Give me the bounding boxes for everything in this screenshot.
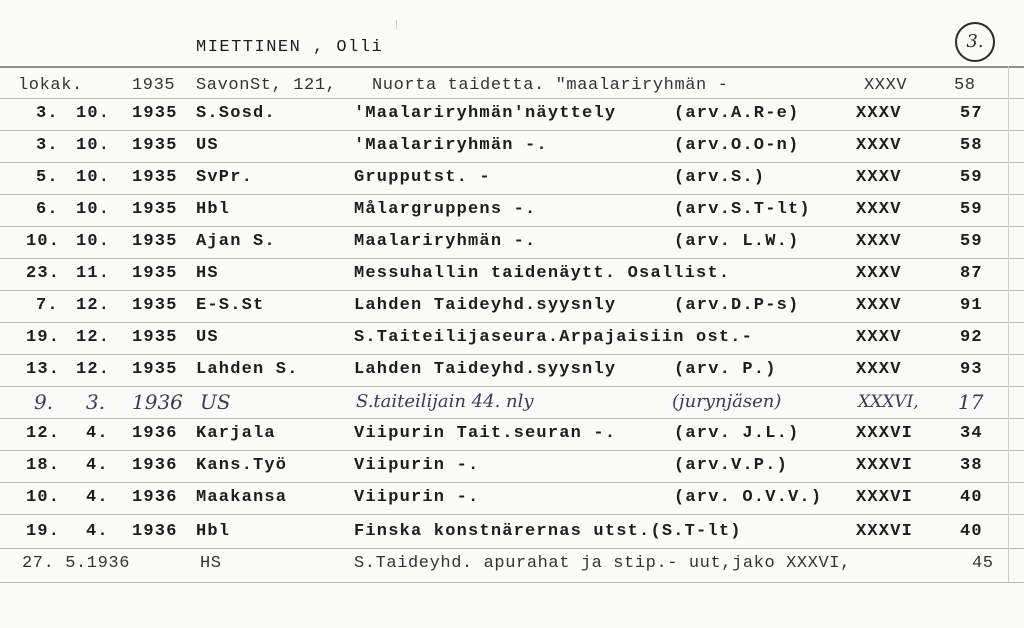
punch-mark: [396, 20, 397, 30]
entry-volume: XXXVI: [856, 424, 914, 443]
entry-volume: XXXV: [856, 136, 902, 155]
card-number-circle: 3.: [955, 22, 995, 62]
entry-day: 19.: [26, 328, 61, 347]
entry-day: 6.: [36, 200, 59, 219]
entry-title: Maalariryhmän -.: [354, 232, 537, 251]
entry-author: (arv.A.R-e): [674, 104, 800, 123]
entry-title: Messuhallin taidenäytt. Osallist.: [354, 264, 731, 283]
entry-author: (arv.S.T-lt): [674, 200, 811, 219]
entry-source: SavonSt, 121,: [196, 76, 337, 95]
entry-volume: XXXV: [864, 76, 908, 95]
entry-volume: XXXV: [856, 232, 902, 251]
entry-date: 27. 5.1936: [22, 554, 131, 573]
entry-month: 4.: [86, 424, 109, 443]
handwritten-entry-row: [0, 392, 1024, 424]
entry-source: US: [196, 136, 219, 155]
entry-row: [0, 72, 1024, 104]
entry-day: 18.: [26, 456, 61, 475]
entry-day: 9.: [34, 390, 54, 414]
entry-page: 38: [960, 456, 983, 475]
entry-page: 58: [960, 136, 983, 155]
entry-source: S.Sosd.: [196, 104, 276, 123]
entry-page: 58: [954, 76, 976, 95]
entry-title: S.Taiteilijaseura.Arpajaisiin ost.-: [354, 328, 754, 347]
entry-page: 59: [960, 232, 983, 251]
entry-year: 1936: [132, 456, 178, 475]
entry-year: 1935: [132, 328, 178, 347]
entry-volume: XXXV: [856, 168, 902, 187]
card-name: MIETTINEN , Olli: [196, 38, 384, 57]
entry-author: (arv.O.O-n): [674, 136, 800, 155]
entry-year: 1936: [132, 488, 178, 507]
entry-row: [0, 424, 1024, 456]
entry-row: [0, 488, 1024, 520]
entry-month: 4.: [86, 522, 109, 541]
entry-source: US: [200, 390, 231, 414]
entry-volume: XXXVI,: [858, 392, 919, 412]
entry-title: Lahden Taideyhd.syysnly: [354, 296, 617, 315]
entry-row: [0, 456, 1024, 488]
entry-month: 10.: [76, 136, 111, 155]
entry-page: 45: [972, 554, 994, 573]
entry-volume: XXXVI: [856, 456, 914, 475]
entry-source: Kans.Työ: [196, 456, 288, 475]
entry-source: Hbl: [196, 522, 231, 541]
entry-month: 10.: [76, 104, 111, 123]
entry-month: 12.: [76, 328, 111, 347]
entry-day: 5.: [36, 168, 59, 187]
entry-title: Finska konstnärernas utst.(S.T-lt): [354, 522, 742, 541]
entry-year: 1935: [132, 264, 178, 283]
entry-month: 10.: [76, 200, 111, 219]
entry-month: 12.: [76, 296, 111, 315]
entry-year: 1935: [132, 76, 176, 95]
entry-row: [0, 200, 1024, 232]
entry-row: [0, 104, 1024, 136]
entry-volume: XXXV: [856, 264, 902, 283]
entry-title: Lahden Taideyhd.syysnly: [354, 360, 617, 379]
entry-page: 40: [960, 488, 983, 507]
entry-year: 1935: [132, 200, 178, 219]
entry-volume: XXXV: [856, 360, 902, 379]
entry-title: 'Maalariryhmän -.: [354, 136, 548, 155]
entry-author: (arv.V.P.): [674, 456, 789, 475]
entry-source: SvPr.: [196, 168, 254, 187]
entry-volume: XXXV: [856, 328, 902, 347]
entry-page: 92: [960, 328, 983, 347]
top-rule: [0, 66, 1024, 68]
entry-day: 10.: [26, 488, 61, 507]
entry-day: 13.: [26, 360, 61, 379]
entry-page: 59: [960, 200, 983, 219]
entry-page: 87: [960, 264, 983, 283]
entry-title: 'Maalariryhmän'näyttely: [354, 104, 617, 123]
entry-row: [0, 232, 1024, 264]
entry-row: [0, 136, 1024, 168]
entry-volume: XXXVI: [856, 488, 914, 507]
entry-author: (arv. L.W.): [674, 232, 800, 251]
entry-source: HS: [196, 264, 219, 283]
entry-page: 59: [960, 168, 983, 187]
entry-author: (arv.D.P-s): [674, 296, 800, 315]
entry-title: Viipurin -.: [354, 488, 480, 507]
entry-source: Maakansa: [196, 488, 288, 507]
entry-title: Grupputst. -: [354, 168, 491, 187]
entry-month: 4.: [86, 488, 109, 507]
entry-volume: XXXV: [856, 296, 902, 315]
entry-source: Hbl: [196, 200, 231, 219]
entry-year: 1936: [132, 424, 178, 443]
entry-source: US: [196, 328, 219, 347]
entry-row: [0, 554, 1024, 586]
entry-author: (jurynjäsen): [672, 391, 782, 412]
entry-row: [0, 522, 1024, 554]
entry-title: S.Taideyhd. apurahat ja stip.- uut,jako XXXVI,: [354, 554, 851, 573]
entry-source: Karjala: [196, 424, 276, 443]
entry-month: 4.: [86, 456, 109, 475]
entry-day: 3.: [36, 136, 59, 155]
entry-page: 17: [958, 390, 984, 414]
entry-title: S.taiteilijain 44. nly: [356, 391, 534, 412]
entry-year: 1935: [132, 136, 178, 155]
entry-author: (arv. P.): [674, 360, 777, 379]
entry-day: 23.: [26, 264, 61, 283]
entry-title: Viipurin -.: [354, 456, 480, 475]
entry-title: Målargruppens -.: [354, 200, 537, 219]
entry-year: 1935: [132, 104, 178, 123]
entry-year: 1935: [132, 168, 178, 187]
entry-author: (arv. J.L.): [674, 424, 800, 443]
entry-month: 10.: [76, 168, 111, 187]
entry-day: 7.: [36, 296, 59, 315]
entry-source: E-S.St: [196, 296, 265, 315]
entry-row: [0, 328, 1024, 360]
entry-page: 34: [960, 424, 983, 443]
entry-page: 93: [960, 360, 983, 379]
entry-row: [0, 296, 1024, 328]
entry-year: 1935: [132, 232, 178, 251]
entry-day: 12.: [26, 424, 61, 443]
entry-page: 57: [960, 104, 983, 123]
entry-day: 3.: [36, 104, 59, 123]
entry-title: Viipurin Tait.seuran -.: [354, 424, 617, 443]
entry-volume: XXXVI: [856, 522, 914, 541]
entry-date: lokak.: [18, 76, 83, 95]
entry-row: [0, 168, 1024, 200]
entry-page: 40: [960, 522, 983, 541]
entry-year: 1935: [132, 360, 178, 379]
entry-volume: XXXV: [856, 104, 902, 123]
entry-month: 11.: [76, 264, 111, 283]
entry-volume: XXXV: [856, 200, 902, 219]
entry-day: 19.: [26, 522, 61, 541]
entry-month: 12.: [76, 360, 111, 379]
entry-row: [0, 360, 1024, 392]
entry-page: 91: [960, 296, 983, 315]
entry-month: 3.: [86, 390, 106, 414]
entry-year: 1936: [132, 390, 183, 414]
entry-source: HS: [200, 554, 222, 573]
entry-author: (arv. O.V.V.): [674, 488, 823, 507]
entry-year: 1936: [132, 522, 178, 541]
entry-year: 1935: [132, 296, 178, 315]
entry-row: [0, 264, 1024, 296]
entry-day: 10.: [26, 232, 61, 251]
entry-source: Lahden S.: [196, 360, 299, 379]
entry-author: (arv.S.): [674, 168, 766, 187]
entry-title: Nuorta taidetta. "maalariryhmän -: [372, 76, 729, 95]
entry-month: 10.: [76, 232, 111, 251]
entry-source: Ajan S.: [196, 232, 276, 251]
